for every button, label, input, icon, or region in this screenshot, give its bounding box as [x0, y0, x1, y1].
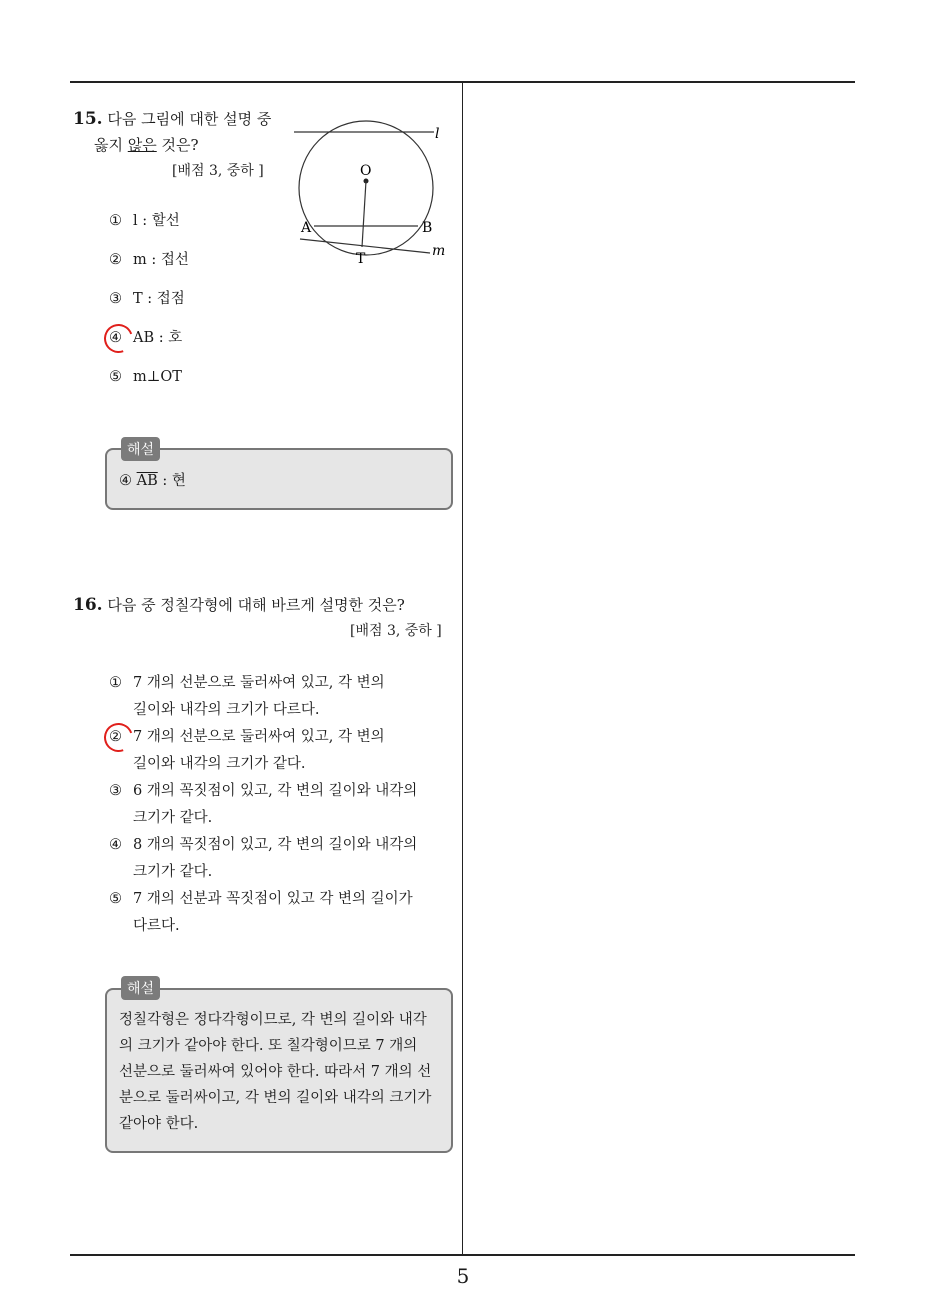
- choice-mark: ⑤: [109, 891, 122, 907]
- choice-text: m⊥OT: [133, 369, 182, 385]
- q15-circle-figure: [292, 112, 452, 272]
- q16-score: [배점 3, 중하 ]: [350, 623, 442, 639]
- choice-line2: 다르다.: [133, 918, 180, 934]
- choice-line1: 8 개의 꼭짓점이 있고, 각 변의 길이와 내각의: [133, 837, 418, 853]
- choice-line1: 7 개의 선분으로 둘러싸여 있고, 각 변의: [133, 729, 385, 745]
- q15-score: [배점 3, 중하 ]: [172, 163, 264, 179]
- choice-line1: 6 개의 꼭짓점이 있고, 각 변의 길이와 내각의: [133, 783, 418, 799]
- choice-text: AB : 호: [133, 330, 183, 346]
- q15-choice-3: [109, 286, 185, 313]
- solution-line: 분으로 둘러싸이고, 각 변의 길이와 내각의 크기가: [119, 1090, 432, 1106]
- q15-text-line2-post: 것은?: [156, 136, 199, 154]
- choice-line1: 7 개의 선분과 꼭짓점이 있고 각 변의 길이가: [133, 891, 413, 907]
- choice-mark: ②: [109, 252, 122, 268]
- q15-underlined-word: 않은: [127, 136, 157, 154]
- solution-line: 정칠각형은 정다각형이므로, 각 변의 길이와 내각: [119, 1012, 427, 1028]
- choice-mark: ⑤: [109, 369, 122, 385]
- q15-solution-text: [119, 468, 186, 494]
- choice-line2: 크기가 같다.: [133, 864, 213, 880]
- choice-text: T : 접점: [133, 291, 185, 307]
- choice-line2: 길이와 내각의 크기가 같다.: [133, 756, 306, 772]
- q16-number: 16.: [73, 595, 103, 615]
- solution-line: 선분으로 둘러싸여 있어야 한다. 따라서 7 개의 선: [119, 1064, 432, 1080]
- q15-choice-2: [109, 247, 189, 274]
- choice-line2: 크기가 같다.: [133, 810, 213, 826]
- solution-segment: $\overline{AB}$: [136, 473, 158, 489]
- label-O: O: [360, 163, 372, 179]
- q16-solution-text: [119, 1007, 431, 1137]
- column-divider: [462, 83, 463, 1255]
- choice-mark: ②: [109, 729, 122, 745]
- label-T: T: [356, 251, 366, 267]
- choice-line1: 7 개의 선분으로 둘러싸여 있고, 각 변의: [133, 675, 385, 691]
- q15-header: [73, 106, 271, 132]
- choice-mark: ④: [109, 837, 122, 853]
- solution-line: 의 크기가 같아야 한다. 또 칠각형이므로 7 개의: [119, 1038, 418, 1054]
- q16-solution-box: [105, 988, 453, 1153]
- solution-line: 같아야 한다.: [119, 1116, 199, 1132]
- q16-choice-1: [109, 670, 385, 724]
- choice-mark: ③: [109, 783, 122, 799]
- choice-mark: ①: [109, 213, 122, 229]
- q16-choice-4: [109, 832, 417, 886]
- choice-mark: ①: [109, 675, 122, 691]
- choice-line2: 길이와 내각의 크기가 다르다.: [133, 702, 320, 718]
- q16-header: [73, 592, 405, 618]
- choice-mark: ③: [109, 291, 122, 307]
- q16-choice-2: [109, 724, 385, 778]
- choice-text: l : 할선: [133, 213, 180, 229]
- q15-text-line2: [94, 132, 199, 158]
- q15-text-line2-pre: 옳지: [94, 136, 128, 154]
- q16-choice-3: [109, 778, 417, 832]
- label-l: l: [435, 126, 440, 142]
- q15-number: 15.: [73, 109, 103, 129]
- q15-choice-1: [109, 208, 180, 235]
- choice-mark: ④: [109, 330, 122, 346]
- label-A: A: [301, 220, 312, 236]
- q16-choice-5: [109, 886, 413, 940]
- label-m: m: [432, 243, 446, 259]
- q16-text: 다음 중 정칠각형에 대해 바르게 설명한 것은?: [107, 596, 405, 614]
- bottom-rule: [70, 1254, 855, 1256]
- page-number: 5: [456, 1264, 470, 1288]
- choice-text: m : 접선: [133, 252, 189, 268]
- label-B: B: [422, 220, 433, 236]
- q15-solution-tag: 해설: [121, 437, 160, 461]
- solution-mark: ④: [119, 473, 132, 489]
- q15-text-line1: 다음 그림에 대한 설명 중: [107, 110, 272, 128]
- radius-OT: [362, 181, 366, 247]
- q15-choice-5: [109, 364, 182, 391]
- q16-solution-tag: 해설: [121, 976, 160, 1000]
- solution-rest: : 현: [157, 473, 186, 489]
